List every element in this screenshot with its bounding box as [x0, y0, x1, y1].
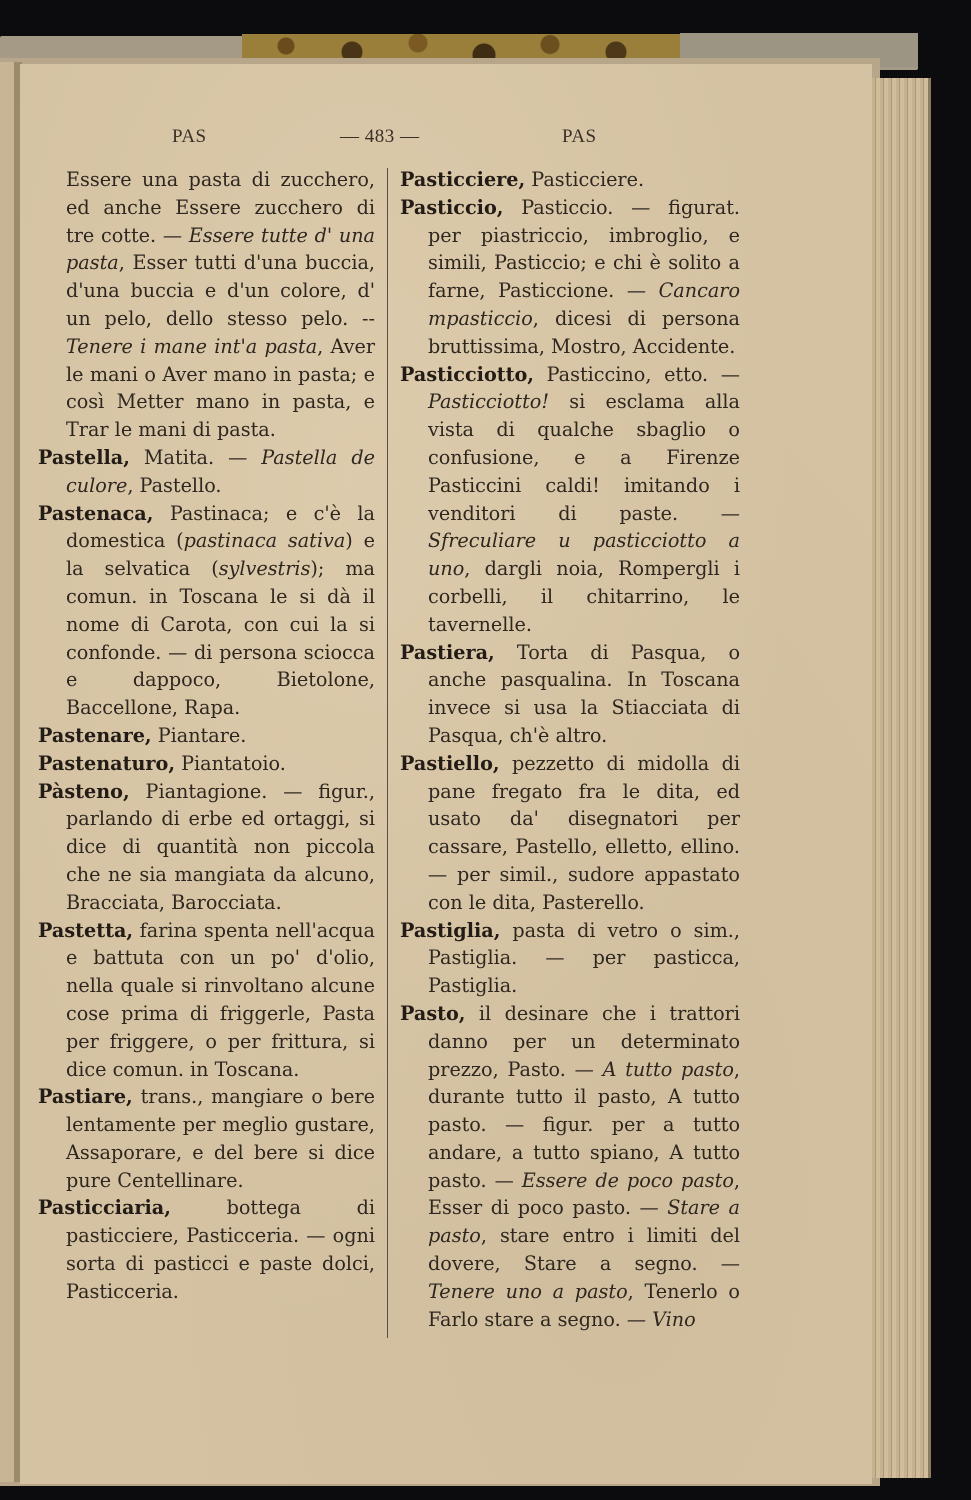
- definition-text: , Aver le mani o Aver mano in pasta; e così Metter mano in pasta, e Trar le mani di pasta.: [66, 334, 376, 442]
- italic-phrase: Tenere i mane int'a pasta: [66, 334, 318, 358]
- italic-phrase: Essere de poco pasto: [521, 1168, 734, 1192]
- definition-text: Pasticcino, etto. —: [533, 362, 740, 386]
- definition-text: , Pastello.: [127, 473, 222, 497]
- page-number: — 483 —: [340, 126, 420, 147]
- dictionary-entry: [400, 361, 740, 639]
- definition-text: Pastinaca; e c'è la domestica (: [66, 501, 375, 553]
- italic-phrase: pastinaca sativa: [183, 529, 346, 553]
- entry-headword: Pasticcio,: [400, 195, 504, 219]
- dictionary-entry: [38, 444, 375, 500]
- italic-phrase: Pastella de culore: [66, 445, 375, 497]
- definition-text: , dicesi di persona bruttissima, Mostro, Accidente.: [428, 306, 740, 358]
- dictionary-entry: [38, 1194, 375, 1305]
- dictionary-entry: [400, 166, 740, 194]
- entry-continuation: [38, 166, 375, 444]
- definition-text: Essere una pasta di zucchero, ed anche Essere zucchero di tre cotte. —: [66, 168, 375, 247]
- entry-headword: Pastenaturo,: [38, 751, 176, 775]
- entry-headword: Pastiello,: [400, 751, 500, 775]
- italic-phrase: Tenere uno a pasto: [428, 1279, 628, 1303]
- definition-text: Pasticcio. — figurat. per piastriccio, imbroglio, e simili, Pasticcio; e chi è solito a farne, Pasticcione. —: [428, 195, 740, 303]
- definition-text: Pasticciere.: [525, 168, 645, 191]
- entry-headword: Pastiglia,: [400, 918, 501, 942]
- left-column: [38, 166, 375, 1306]
- dictionary-entry: [38, 1083, 375, 1194]
- dictionary-entry: [400, 639, 740, 750]
- definition-text: Matita. —: [129, 445, 262, 469]
- right-column: [400, 166, 740, 1333]
- definition-text: trans., mangiare o bere lentamente per meglio gustare, Assaporare, e del bere si dice pure Centellinare.: [66, 1085, 375, 1192]
- definition-text: pasta di vetro o sim., Pastiglia. — per pasticca, Pastiglia.: [428, 918, 740, 998]
- dictionary-entry: [400, 917, 740, 1000]
- facing-page-edge: [0, 62, 22, 1482]
- header-right: PAS: [562, 126, 597, 147]
- definition-text: si esclama alla vista di qualche sbaglio o confusione, e a Firenze Pasticcini caldi! imitando i venditori di paste. —: [428, 390, 740, 525]
- header-left: PAS: [172, 126, 207, 147]
- entry-headword: Pàsteno,: [38, 779, 130, 803]
- definition-text: , Esser di poco pasto. —: [428, 1168, 740, 1220]
- page-edges: [872, 78, 931, 1478]
- definition-text: il desinare che i trattori danno per un determinato prezzo, Pasto. —: [428, 1001, 740, 1081]
- definition-text: ); ma comun. in Toscana le si dà il nome di Carota, con cui la si confonde. — di persona sciocca e dappoco, Bietolone, Baccellone, Rapa.: [66, 557, 375, 720]
- definition-text: , dargli noia, Rompergli i corbelli, il chitarrino, le tavernelle.: [428, 557, 740, 636]
- entry-headword: Pasticciotto,: [400, 362, 534, 386]
- entry-headword: Pasto,: [400, 1001, 466, 1025]
- definition-text: , Tenerlo o Farlo stare a segno. —: [428, 1279, 740, 1331]
- definition-text: , stare entro i limiti del dovere, Stare a segno. —: [428, 1224, 740, 1276]
- dictionary-entry: [400, 750, 740, 917]
- definition-text: , durante tutto il pasto, A tutto pasto. — figur. per a tutto andare, a tutto spiano, A tutto pasto. —: [428, 1057, 740, 1192]
- italic-phrase: Essere tutte d' una pasta: [66, 223, 375, 275]
- definition-text: farina spenta nell'acqua e battuta con un po' d'olio, nella quale si rinvoltano alcune cose prima di friggerle, Pasta per friggere, o per frittura, si dice comun. in Toscana.: [66, 918, 375, 1081]
- italic-phrase: Pasticciotto!: [428, 390, 550, 414]
- entry-headword: Pasticciere,: [400, 168, 526, 191]
- definition-text: pezzetto di midolla di pane fregato fra le dita, ed usato da' disegnatori per cassare, Pastello, elletto, ellino. — per simil., sudore appastato con le dita, Pasterello.: [428, 751, 740, 914]
- entry-headword: Pastenare,: [38, 723, 152, 747]
- entry-headword: Pastiera,: [400, 640, 495, 664]
- definition-text: ) e la selvatica (: [66, 529, 375, 581]
- italic-phrase: sylvestris: [218, 557, 311, 581]
- italic-phrase: Stare a pasto: [428, 1196, 740, 1248]
- italic-phrase: Sfreculiare u pasticciotto a uno: [428, 529, 740, 581]
- definition-text: bottega di pasticciere, Pasticceria. — ogni sorta di pasticci e paste dolci, Pasticceria.: [66, 1196, 375, 1303]
- column-divider: [387, 168, 388, 1338]
- entry-headword: Pastiare,: [38, 1085, 133, 1109]
- definition-text: , Esser tutti d'una buccia, d'una buccia e d'un colore, d' un pelo, dello stesso pelo. --: [66, 251, 375, 330]
- dictionary-entry: [38, 778, 375, 917]
- italic-phrase: A tutto pasto: [602, 1057, 734, 1081]
- italic-phrase: Cancaro mpasticcio: [428, 279, 740, 330]
- entry-headword: Pasticciaria,: [38, 1196, 171, 1220]
- entry-headword: Pastetta,: [38, 918, 134, 942]
- dictionary-entry: [400, 194, 740, 361]
- dictionary-page: [20, 64, 872, 1484]
- dictionary-entry: [400, 1000, 740, 1334]
- definition-text: Piantagione. — figur., parlando di erbe ed ortaggi, si dice di quantità non piccola che ne sia mangiata da alcuno, Bracciata, Barocciata.: [66, 779, 375, 914]
- dictionary-entry: [38, 500, 375, 722]
- definition-text: Piantare.: [151, 723, 247, 747]
- definition-text: Piantatoio.: [175, 751, 286, 775]
- entry-headword: Pastenaca,: [38, 501, 154, 525]
- definition-text: Torta di Pasqua, o anche pasqualina. In Toscana invece si usa la Stiacciata di Pasqua, ch'è altro.: [428, 640, 740, 747]
- dictionary-entry: [38, 917, 375, 1084]
- italic-phrase: Vino: [652, 1307, 696, 1331]
- entry-headword: Pastella,: [38, 445, 130, 469]
- dictionary-entry: [38, 750, 375, 778]
- dictionary-entry: [38, 722, 375, 750]
